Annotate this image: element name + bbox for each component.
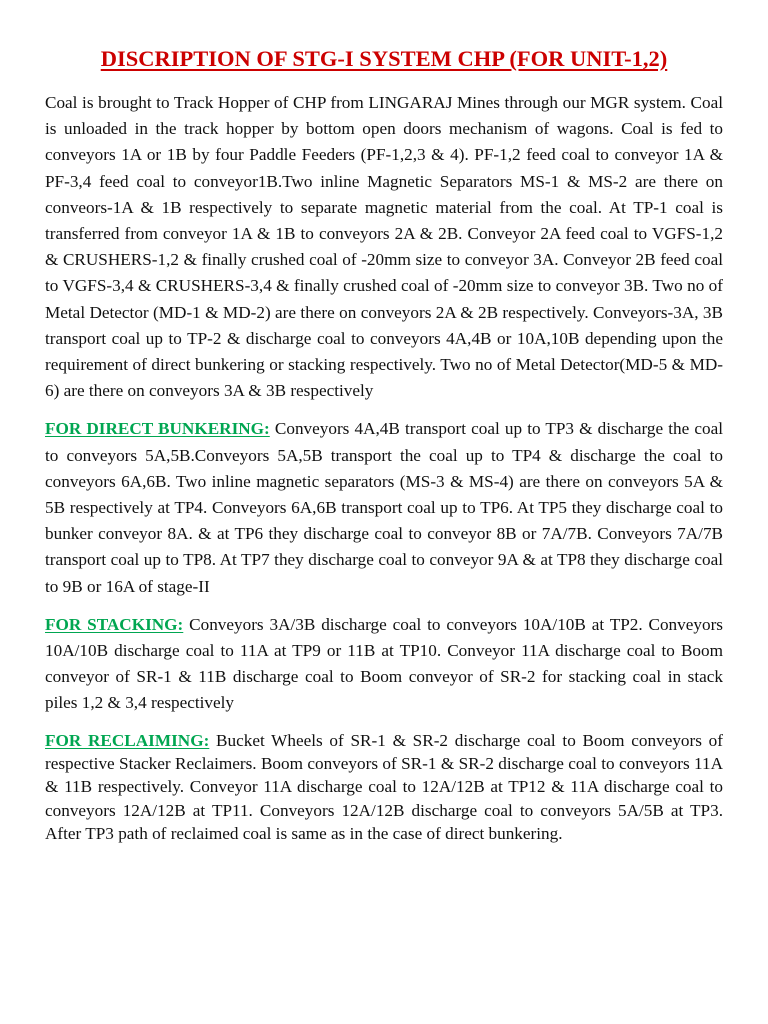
document-page <box>45 46 723 857</box>
direct-bunkering-paragraph <box>45 416 723 599</box>
intro-paragraph: Coal is brought to Track Hopper of CHP from LINGARAJ Mines through our MGR system. Coal is unloaded in the track hopper by bottom open doors mechanism of wagons. Coal is fed to conveyors 1A or 1B by four Paddle Feeders (PF-1,2,3 & 4). PF-1,2 feed coal to conveyor 1A & PF-3,4 feed coal to conveyor1B.Two inline Magnetic Separators MS-1 & MS-2 are there on conveors-1A & 1B respectively to separate magnetic material from the coal. At TP-1 coal is transferred from conveyor 1A & 1B to conveyors 2A & 2B. Conveyor 2A feed coal to VGFS-1,2 & CRUSHERS-1,2 & finally crushed coal of -20mm size to conveyor 3A. Conveyor 2B feed coal to VGFS-3,4 & CRUSHERS-3,4 & finally crushed coal of -20mm size to conveyor 3B. Two no of Metal Detector (MD-1 & MD-2) are there on conveyors 2A & 2B respectively. Conveyors-3A, 3B transport coal up to TP-2 & discharge coal to conveyors 4A,4B or 10A,10B depending upon the requirement of direct bunkering or stacking respectively. Two no of Metal Detector(MD-5 & MD-6) are there on conveyors 3A & 3B respectively <box>45 93 723 401</box>
stacking-text: Conveyors 3A/3B discharge coal to conveyors 10A/10B at TP2. Conveyors 10A/10B discharge coal to 11A at TP9 or 11B at TP10. Conveyor 11A discharge coal to Boom conveyor of SR-1 & 11B discharge coal to Boom conveyor of SR-2 for stacking coal in stack piles 1,2 & 3,4 respectively <box>45 614 723 713</box>
reclaiming-paragraph <box>45 729 723 845</box>
direct-bunkering-text: Conveyors 4A,4B transport coal up to TP3 & discharge the coal to conveyors 5A,5B.Conveyors 5A,5B transport the coal up to TP4 & discharge the coal to conveyors 6A,6B. Two inline magnetic separators (MS-3 & MS-4) are there on conveyors 5A & 5B respectively at TP4. Conveyors 6A,6B transport coal up to TP6. At TP5 they discharge coal to bunker conveyor 8A. & at TP6 they discharge coal to conveyor 8B or 7A/7B. Conveyors 7A/7B transport coal up to TP8. At TP7 they discharge coal to conveyor 9A & at TP8 they discharge coal to 9B or 16A of stage-II <box>45 419 723 596</box>
stacking-paragraph <box>45 612 723 717</box>
reclaiming-heading: FOR RECLAIMING: <box>45 730 210 750</box>
direct-bunkering-heading: FOR DIRECT BUNKERING: <box>45 419 270 439</box>
stacking-heading: FOR STACKING: <box>45 614 184 634</box>
reclaiming-text: Bucket Wheels of SR-1 & SR-2 discharge coal to Boom conveyors of respective Stacker Reclaimers. Boom conveyors of SR-1 & SR-2 discharge coal to conveyors 11A & 11B respectively. Conveyor 11A discharge coal to 12A/12B at TP12 & 11A discharge coal to conveyors 12A/12B at TP11. Conveyors 12A/12B discharge coal to conveyors 5A/5B at TP3. After TP3 path of reclaimed coal is same as in the case of direct bunkering. <box>45 730 723 843</box>
page-title: DISCRIPTION OF STG-I SYSTEM CHP (FOR UNIT-1,2) <box>100 46 668 71</box>
